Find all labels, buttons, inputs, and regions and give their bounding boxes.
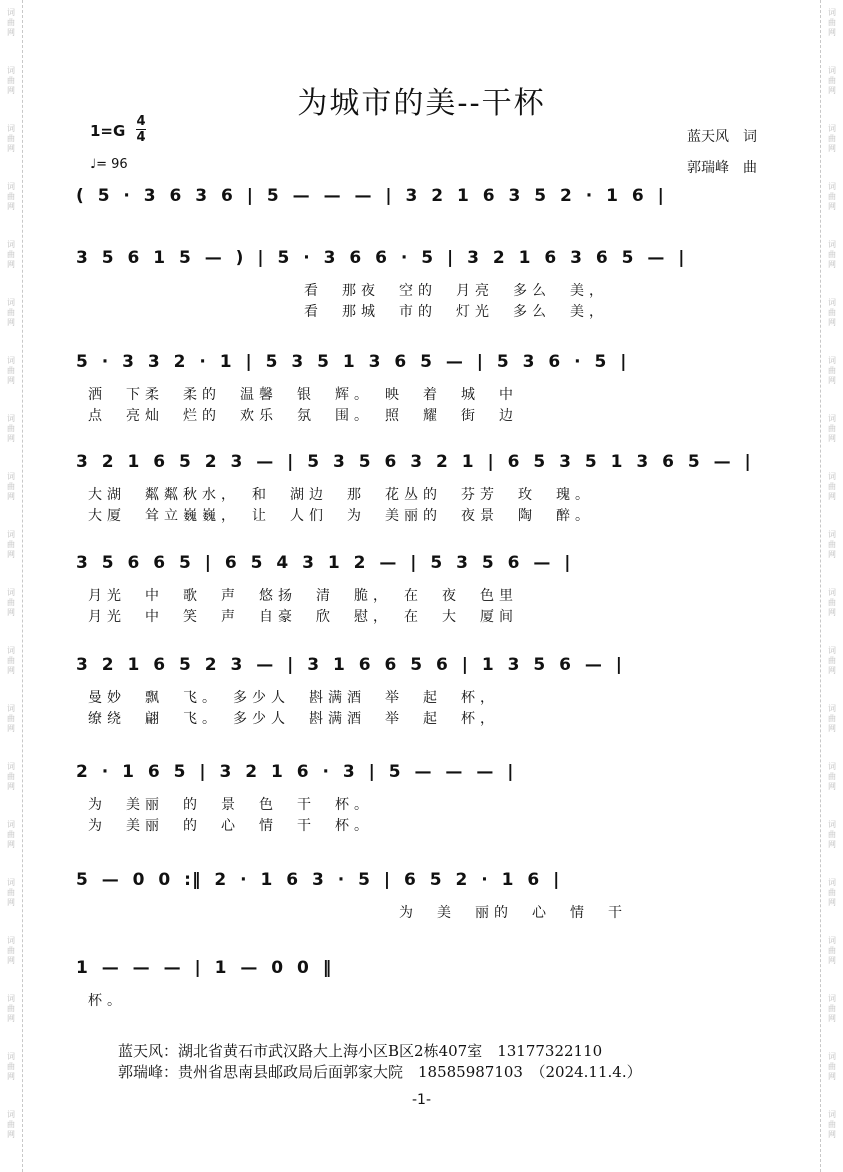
music-staff [76, 762, 756, 834]
watermark-mark: 词 曲 网 [7, 936, 15, 965]
watermark-mark: 词 曲 网 [828, 66, 836, 95]
watermark-mark: 词 曲 网 [828, 878, 836, 907]
staff-notes: 3 5 6 6 5 | 6 5 4 3 1 2 — | 5 3 5 6 — | [76, 553, 572, 573]
watermark-mark: 词 曲 网 [828, 936, 836, 965]
music-staff [76, 248, 756, 320]
watermark-mark: 词 曲 网 [828, 820, 836, 849]
watermark-mark: 词 曲 网 [7, 588, 15, 617]
lyric-line: 为 美丽 的 心 情 干 杯。 [88, 818, 373, 834]
page-number: -1- [411, 1092, 431, 1108]
lyricist-credit: 蓝天风 词 [687, 129, 757, 145]
staff-notes: ( 5 · 3 6 3 6 | 5 — — — | 3 2 1 6 3 5 2 · 1 6 | [76, 186, 665, 206]
watermark-mark: 词 曲 网 [828, 762, 836, 791]
watermark-mark: 词 曲 网 [7, 994, 15, 1023]
lyric-line: 大湖 粼粼秋水， 和 湖边 那 花丛的 芬芳 玫 瑰。 [88, 487, 594, 503]
music-staff [76, 352, 756, 424]
tempo-marking: ♩= 96 [90, 157, 128, 172]
staff-notes: 3 2 1 6 5 2 3 — | 5 3 5 6 3 2 1 | 6 5 3 5 1 3 6 5 — | [76, 452, 752, 472]
watermark-mark: 词 曲 网 [828, 8, 836, 37]
lyric-line: 看 那城 市的 灯光 多么 美， [304, 304, 608, 320]
watermark-mark: 词 曲 网 [7, 646, 15, 675]
watermark-mark: 词 曲 网 [7, 356, 15, 385]
lyric-line: 曼妙 飘 飞。 多少人 斟满酒 举 起 杯， [88, 690, 499, 706]
lyric-line: 点 亮灿 烂的 欢乐 氛 围。 照 耀 街 边 [88, 408, 518, 424]
lyric-line: 杯。 [88, 993, 126, 1009]
watermark-mark: 词 曲 网 [828, 704, 836, 733]
lyric-line: 看 那夜 空的 月亮 多么 美， [304, 283, 608, 299]
watermark-mark: 词 曲 网 [828, 414, 836, 443]
staff-notes: 1 — — — | 1 — 0 0 ‖ [76, 958, 333, 978]
watermark-mark: 词 曲 网 [7, 1110, 15, 1139]
watermark-mark: 词 曲 网 [7, 762, 15, 791]
watermark-mark: 词 曲 网 [7, 530, 15, 559]
watermark-mark: 词 曲 网 [828, 646, 836, 675]
watermark-mark: 词 曲 网 [7, 124, 15, 153]
time-signature-top: 4 [136, 114, 146, 129]
lyric-line: 月光 中 歌 声 悠扬 清 脆， 在 夜 色里 [88, 588, 518, 604]
watermark-mark: 词 曲 网 [7, 8, 15, 37]
watermark-mark: 词 曲 网 [7, 472, 15, 501]
lyric-line: 为 美丽 的 景 色 干 杯。 [88, 797, 373, 813]
watermark-mark: 词 曲 网 [828, 530, 836, 559]
music-staff [76, 870, 756, 930]
staff-notes: 5 — 0 0 :‖ 2 · 1 6 3 · 5 | 6 5 2 · 1 6 | [76, 870, 561, 890]
watermark-mark: 词 曲 网 [828, 1110, 836, 1139]
watermark-mark: 词 曲 网 [7, 66, 15, 95]
watermark-mark: 词 曲 网 [7, 820, 15, 849]
composer-credit: 郭瑞峰 曲 [687, 160, 757, 176]
watermark-mark: 词 曲 网 [828, 356, 836, 385]
music-staff [76, 958, 756, 1018]
lyric-line: 洒 下柔 柔的 温馨 银 辉。 映 着 城 中 [88, 387, 518, 403]
staff-notes: 3 2 1 6 5 2 3 — | 3 1 6 6 5 6 | 1 3 5 6 — | [76, 655, 624, 675]
watermark-mark: 词 曲 网 [7, 1052, 15, 1081]
watermark-mark: 词 曲 网 [7, 414, 15, 443]
staff-notes: 2 · 1 6 5 | 3 2 1 6 · 3 | 5 — — — | [76, 762, 515, 782]
staff-notes: 5 · 3 3 2 · 1 | 5 3 5 1 3 6 5 — | 5 3 6 · 5 | [76, 352, 628, 372]
watermark-mark: 词 曲 网 [828, 472, 836, 501]
footer-lyricist-address: 蓝天风：湖北省黄石市武汉路大上海小区B区2栋407室 13177322110 [118, 1042, 603, 1060]
lyric-line: 为 美 丽的 心 情 干 [304, 905, 627, 921]
watermark-mark: 词 曲 网 [7, 182, 15, 211]
watermark-mark: 词 曲 网 [828, 994, 836, 1023]
song-title: 为城市的美--干杯 [297, 86, 546, 121]
watermark-mark: 词 曲 网 [828, 182, 836, 211]
music-staff [76, 655, 756, 727]
watermark-mark: 词 曲 网 [7, 298, 15, 327]
staff-notes: 3 5 6 1 5 — ) | 5 · 3 6 6 · 5 | 3 2 1 6 3 6 5 — | [76, 248, 686, 268]
footer-composer-address: 郭瑞峰：贵州省思南县邮政局后面郭家大院 18585987103 （2024.11.4.） [118, 1063, 642, 1081]
time-signature-bottom: 4 [136, 130, 146, 145]
lyric-line: 缭绕 翩 飞。 多少人 斟满酒 举 起 杯， [88, 711, 499, 727]
watermark-mark: 词 曲 网 [828, 240, 836, 269]
music-staff [76, 553, 756, 625]
watermark-mark: 词 曲 网 [7, 704, 15, 733]
lyric-line: 大厦 耸立巍巍， 让 人们 为 美丽的 夜景 陶 醉。 [88, 508, 594, 524]
watermark-mark: 词 曲 网 [7, 240, 15, 269]
watermark-mark: 词 曲 网 [828, 124, 836, 153]
watermark-mark: 词 曲 网 [7, 878, 15, 907]
music-staff [76, 452, 756, 524]
watermark-mark: 词 曲 网 [828, 298, 836, 327]
lyric-line: 月光 中 笑 声 自豪 欣 慰， 在 大 厦间 [88, 609, 518, 625]
watermark-mark: 词 曲 网 [828, 588, 836, 617]
music-staff [76, 186, 756, 246]
watermark-mark: 词 曲 网 [828, 1052, 836, 1081]
key-signature: 1=G [90, 122, 126, 140]
time-signature [136, 115, 146, 144]
